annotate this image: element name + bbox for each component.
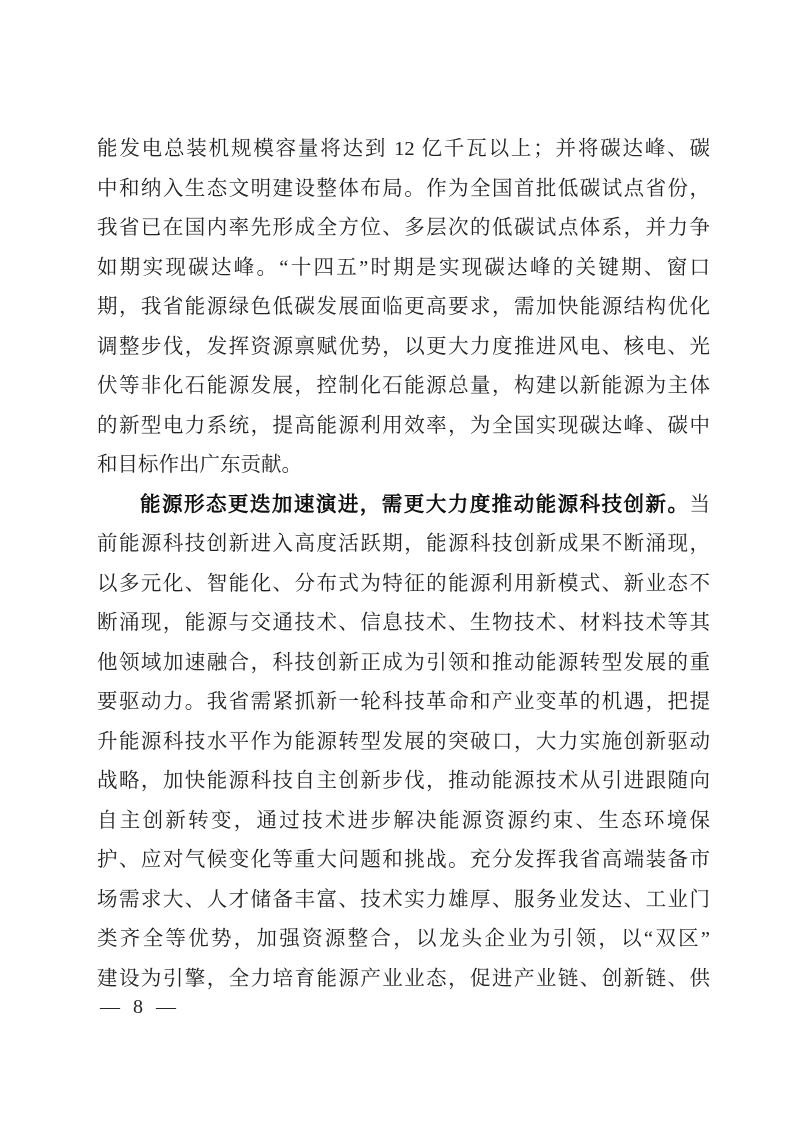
- line-text: 如期实现碳达峰。“十四五”时期是实现碳达峰的关键期、窗口: [97, 256, 710, 279]
- body-text-line: [97, 130, 710, 170]
- body-text-line: [97, 170, 710, 210]
- body-text-line: [97, 604, 710, 644]
- body-text-line: [97, 407, 710, 447]
- body-text-block: [97, 130, 710, 999]
- body-text-line: [97, 841, 710, 881]
- line-text: 中和纳入生态文明建设整体布局。作为全国首批低碳试点省份，: [97, 177, 710, 200]
- body-text-line: [97, 367, 710, 407]
- body-text-line: [97, 288, 710, 328]
- body-text-line: [97, 249, 710, 289]
- line-text: 当: [689, 493, 710, 516]
- line-text: 调整步伐，发挥资源禀赋优势，以更大力度推进风电、核电、光: [97, 335, 710, 358]
- body-text-line: [97, 328, 710, 368]
- line-text: 能发电总装机规模容量将达到 12 亿千瓦以上；并将碳达峰、碳: [97, 138, 710, 160]
- body-text-line-paragraph-start: [97, 486, 710, 526]
- body-text-line: [97, 209, 710, 249]
- body-text-line: [97, 565, 710, 605]
- page-number: — 8 —: [100, 996, 180, 1018]
- body-text-line: [97, 960, 710, 1000]
- body-text-line: [97, 762, 710, 802]
- line-text: 的新型电力系统，提高能源利用效率，为全国实现碳达峰、碳中: [97, 414, 710, 437]
- line-text: 以多元化、智能化、分布式为特征的能源利用新模式、新业态不: [97, 572, 710, 595]
- line-text: 建设为引擎，全力培育能源产业业态，促进产业链、创新链、供: [97, 967, 710, 990]
- line-text: 战略，加快能源科技自主创新步伐，推动能源技术从引进跟随向: [97, 770, 710, 792]
- line-text: 和目标作出广东贡献。: [97, 454, 302, 476]
- line-text: 自主创新转变，通过技术进步解决能源资源约束、生态环境保: [97, 809, 710, 832]
- body-text-line: [97, 920, 710, 960]
- body-text-line: [97, 683, 710, 723]
- paragraph-lead-bold: 能源形态更迭加速演进，需更大力度推动能源科技创新。: [140, 493, 690, 516]
- body-text-line: [97, 723, 710, 763]
- body-text-line: [97, 644, 710, 684]
- line-text: 前能源科技创新进入高度活跃期，能源科技创新成果不断涌现，: [97, 533, 710, 555]
- line-text: 护、应对气候变化等重大问题和挑战。充分发挥我省高端装备市: [97, 849, 710, 871]
- line-text: 场需求大、人才储备丰富、技术实力雄厚、服务业发达、工业门: [97, 888, 710, 911]
- line-text: 升能源科技水平作为能源转型发展的突破口，大力实施创新驱动: [97, 730, 710, 753]
- line-text: 伏等非化石能源发展，控制化石能源总量，构建以新能源为主体: [97, 375, 710, 397]
- line-text: 我省已在国内率先形成全方位、多层次的低碳试点体系，并力争: [97, 217, 710, 239]
- line-text: 他领域加速融合，科技创新正成为引领和推动能源转型发展的重: [97, 651, 710, 674]
- line-text: 期，我省能源绿色低碳发展面临更高要求，需加快能源结构优化: [97, 296, 710, 318]
- body-text-line-paragraph-end: [97, 446, 710, 486]
- body-text-line: [97, 802, 710, 842]
- line-text: 类齐全等优势，加强资源整合，以龙头企业为引领，以“双区”: [97, 928, 710, 950]
- body-text-line: [97, 881, 710, 921]
- body-text-line: [97, 525, 710, 565]
- line-text: 要驱动力。我省需紧抓新一轮科技革命和产业变革的机遇，把提: [97, 691, 710, 713]
- line-text: 断涌现，能源与交通技术、信息技术、生物技术、材料技术等其: [97, 612, 710, 634]
